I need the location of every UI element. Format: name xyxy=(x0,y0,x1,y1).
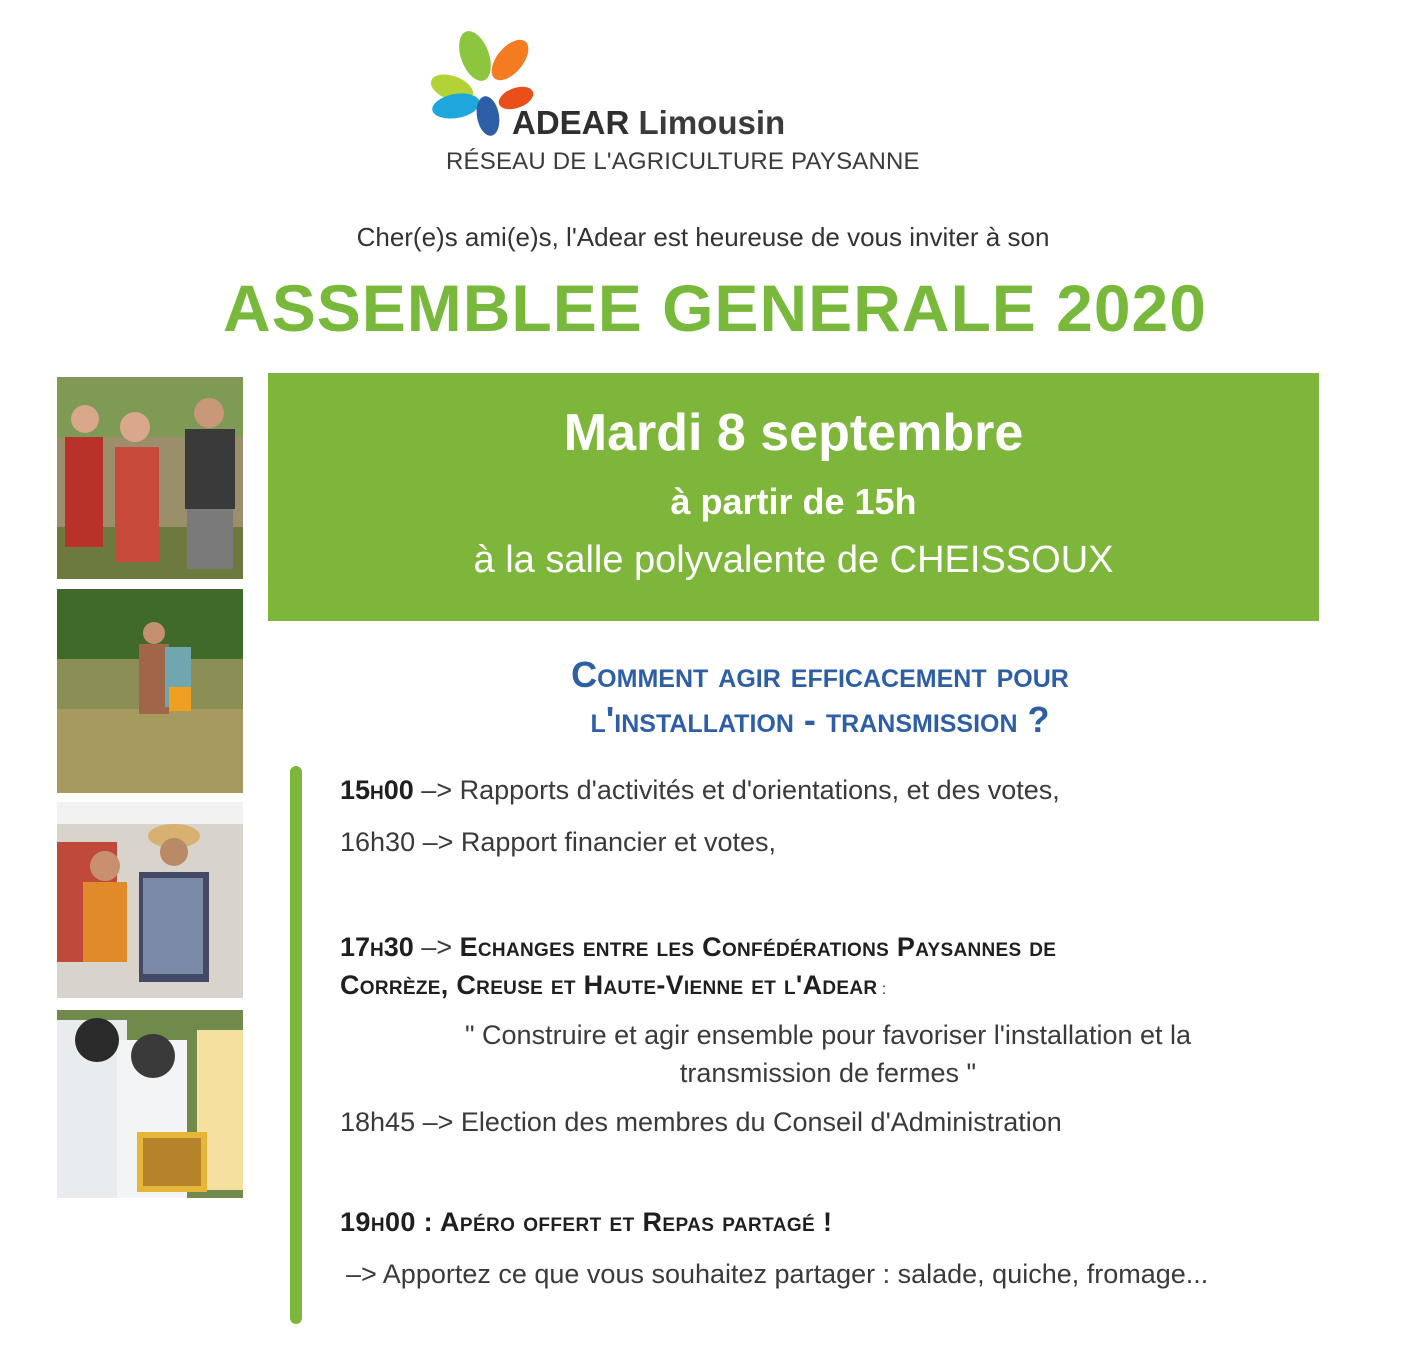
program-text-1730-line2: Corrèze, Creuse et Haute-Vienne et l'Adear xyxy=(340,970,878,1000)
program-item-1630: 16h30 –> Rapport financier et votes, xyxy=(340,827,777,857)
event-info-box xyxy=(268,373,1319,621)
photo-hay-field xyxy=(57,589,243,793)
photo-farmers-talking xyxy=(57,377,243,579)
page-title-text: ASSEMBLEE GENERALE 2020 xyxy=(223,271,1207,345)
theme-question-line1: Comment agir efficacement pour xyxy=(571,654,1069,695)
program-quote-line2: transmission de fermes " xyxy=(679,1058,977,1088)
program-time-1730: 17h30 xyxy=(340,932,414,962)
theme-question xyxy=(380,652,1260,742)
photo-beekeepers xyxy=(57,1010,243,1198)
program-quote-line1: " Construire et agir ensemble pour favoriser l'installation et la xyxy=(464,1020,1192,1050)
program-quote xyxy=(380,1016,1276,1092)
program-text-1900: 19h00 : Apéro offert et Repas partagé ! xyxy=(340,1207,833,1237)
program-text-1730-line1: Echanges entre les Confédérations Paysannes de xyxy=(459,932,1057,962)
program-item-1730 xyxy=(340,928,1056,1009)
program-text-1500: Rapports d'activités et d'orientations, et des votes, xyxy=(459,775,1060,805)
photo-market-stand xyxy=(57,802,243,998)
timeline-bar xyxy=(290,766,302,1324)
event-place: à la salle polyvalente de CHEISSOUX xyxy=(473,539,1114,581)
logo-tagline: RÉSEAU DE L'AGRICULTURE PAYSANNE xyxy=(446,148,920,175)
logo-name-bold: ADEAR xyxy=(512,104,630,141)
logo-name-light: Limousin xyxy=(638,104,786,141)
intro-text xyxy=(0,222,1424,253)
intro-line: Cher(e)s ami(e)s, l'Adear est heureuse de vous inviter à son xyxy=(356,222,1050,252)
program-item-1845: 18h45 –> Election des membres du Conseil d'Administration xyxy=(340,1107,1062,1137)
program-arrow: –> xyxy=(413,775,460,805)
logo-name xyxy=(512,104,785,142)
program-arrow: –> xyxy=(413,932,460,962)
event-date: Mardi 8 septembre xyxy=(563,404,1024,462)
program-item-1500 xyxy=(340,775,1060,806)
theme-question-line2: l'installation - transmission ? xyxy=(590,699,1050,740)
program-item-bring-food: –> Apportez ce que vous souhaitez partager : salade, quiche, fromage... xyxy=(346,1259,1209,1289)
program-item-1900 xyxy=(340,1207,832,1238)
program-time-1500: 15h00 xyxy=(340,775,414,805)
program-text-1730-suffix: : xyxy=(877,981,887,998)
page-title xyxy=(0,270,1424,346)
event-time: à partir de 15h xyxy=(670,481,917,522)
